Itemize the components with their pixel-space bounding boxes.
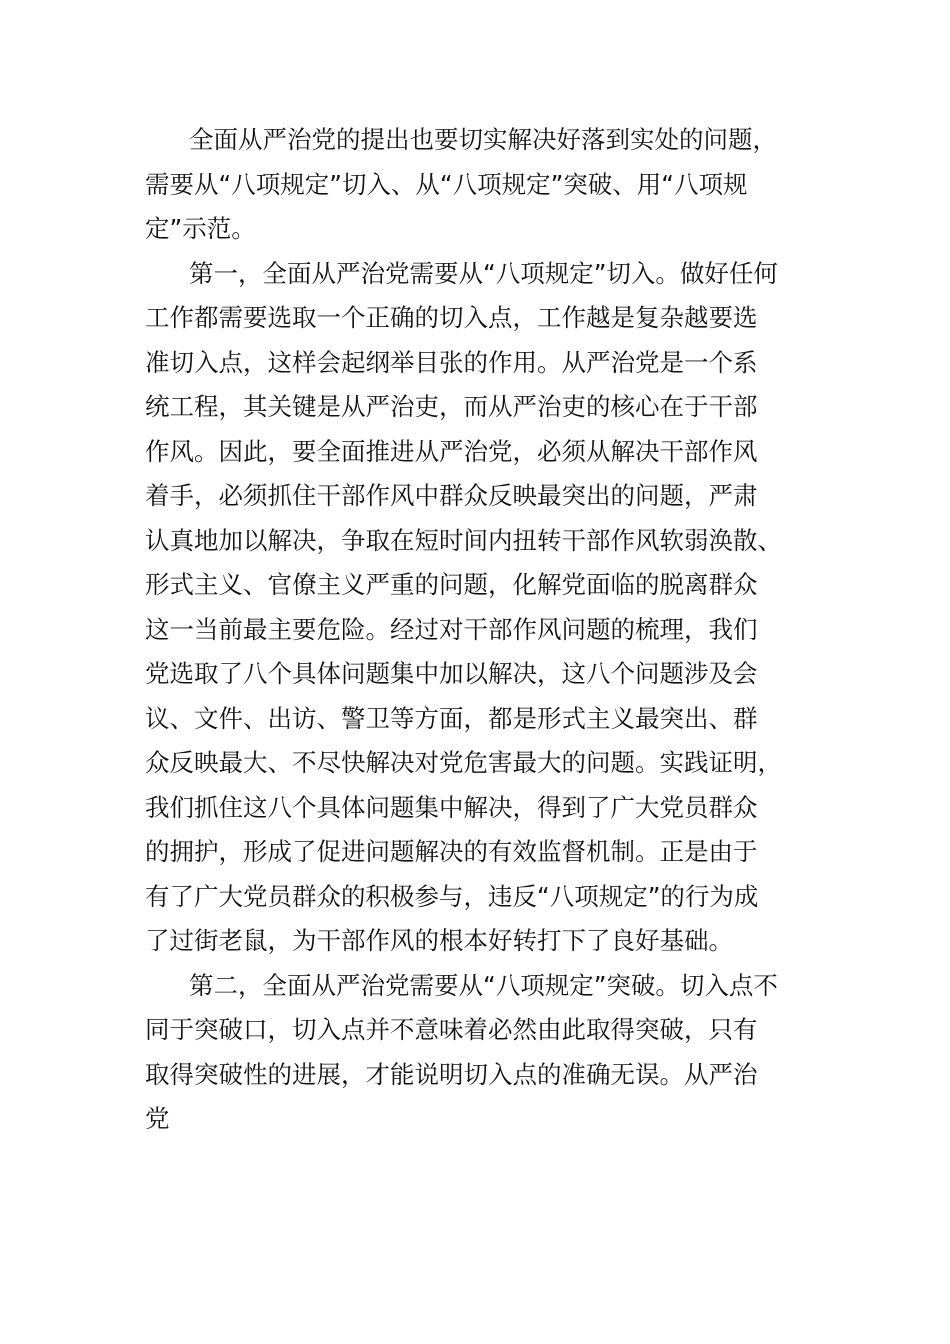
text-line: 我们抓住这八个具体问题集中解决，得到了广大党员群众 bbox=[145, 792, 758, 822]
text-line: 认真地加以解决，争取在短时间内扭转干部作风软弱涣散、 bbox=[145, 525, 782, 555]
text-line: 党 bbox=[145, 1104, 170, 1133]
paragraph bbox=[145, 964, 815, 1142]
text-line: 形式主义、官僚主义严重的问题，化解党面临的脱离群众 bbox=[145, 570, 758, 599]
text-line: 作风。因此，要全面推进从严治党，必须从解决干部作风 bbox=[145, 436, 758, 466]
text-line: 的拥护，形成了促进问题解决的有效监督机制。正是由于 bbox=[145, 837, 758, 866]
text-line: 取得突破性的进展，才能说明切入点的准确无误。从严治 bbox=[145, 1059, 758, 1089]
text-line: 同于突破口，切入点并不意味着必然由此取得突破，只有 bbox=[145, 1015, 758, 1044]
text-line: 工作都需要选取一个正确的切入点，工作越是复杂越要选 bbox=[145, 303, 758, 332]
text-line: 准切入点，这样会起纲举目张的作用。从严治党是一个系 bbox=[145, 347, 758, 377]
text-line: 第一，全面从严治党需要从“八项规定”切入。做好任何 bbox=[189, 258, 778, 288]
text-line: 第二，全面从严治党需要从“八项规定”突破。切入点不 bbox=[189, 970, 778, 1000]
text-line: 有了广大党员群众的积极参与，违反“八项规定”的行为成 bbox=[145, 881, 759, 911]
text-line: 定”示范。 bbox=[145, 214, 256, 243]
paragraph bbox=[145, 118, 815, 252]
text-line: 统工程，其关键是从严治吏，而从严治吏的核心在于干部 bbox=[145, 392, 758, 421]
text-line: 了过街老鼠，为干部作风的根本好转打下了良好基础。 bbox=[145, 926, 733, 955]
document-body bbox=[145, 118, 815, 1142]
text-line: 全面从严治党的提出也要切实解决好落到实处的问题， bbox=[189, 125, 777, 154]
text-line: 议、文件、出访、警卫等方面，都是形式主义最突出、群 bbox=[145, 703, 758, 733]
text-line: 党选取了八个具体问题集中加以解决，这八个问题涉及会 bbox=[145, 659, 758, 688]
text-line: 需要从“八项规定”切入、从“八项规定”突破、用“八项规 bbox=[145, 169, 748, 199]
text-line: 众反映最大、不尽快解决对党危害最大的问题。实践证明， bbox=[145, 748, 782, 777]
text-line: 着手，必须抓住干部作风中群众反映最突出的问题，严肃 bbox=[145, 481, 758, 510]
paragraph bbox=[145, 252, 815, 964]
text-line: 这一当前最主要危险。经过对干部作风问题的梳理，我们 bbox=[145, 614, 758, 644]
